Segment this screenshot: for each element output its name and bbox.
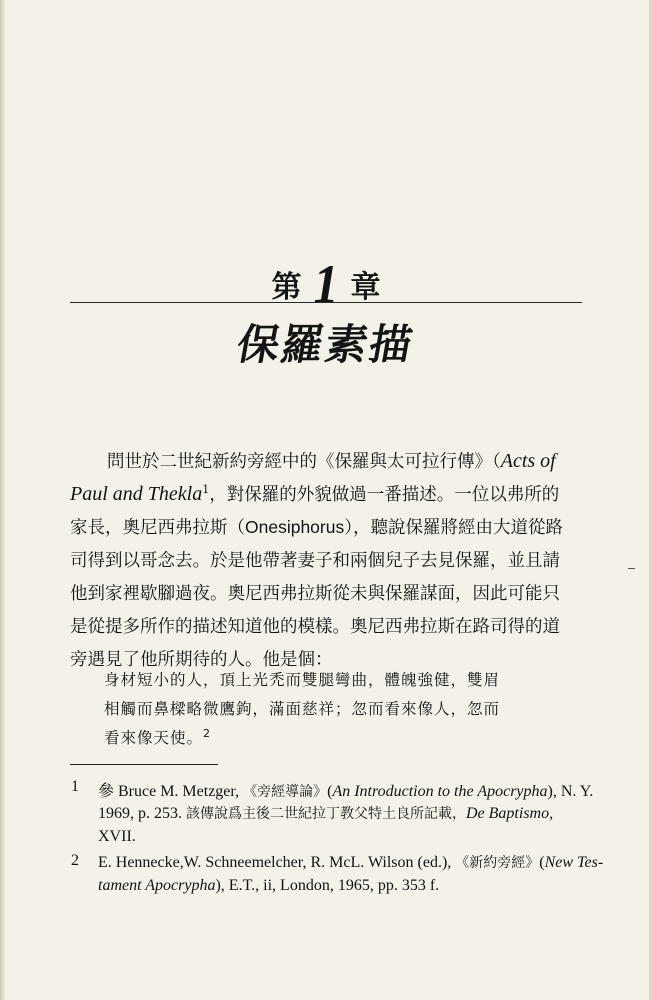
body-line: Paul and Thekla$^1$，對保羅的外貌做過一番描述。一位以弗所的	[70, 483, 560, 505]
margin-mark	[628, 568, 635, 569]
footnote-line: 1969, p. 253. 該傳說爲主後二世紀拉丁教父特土良所記載，De Baptismo,	[98, 805, 554, 822]
quote-line: 看來像天使。$^2$	[104, 726, 212, 747]
footnote-line: 參 Bruce M. Metzger, 《旁經導論》(An Introduction to the Apocrypha), N. Y.	[98, 783, 594, 800]
body-line: 他到家裡歇腳過夜。奧尼西弗拉斯從未與保羅謀面，因此可能只	[70, 584, 560, 604]
chapter-prefix: 第	[271, 270, 302, 305]
chapter-number: 1	[313, 253, 339, 315]
chapter-divider	[70, 302, 582, 303]
body-line: 旁遇見了他所期待的人。他是個：	[70, 650, 333, 670]
body-line: 是從提多所作的描述知道他的模樣。奧尼西弗拉斯在路司得的道	[70, 617, 560, 637]
footnote-ref: 1	[202, 483, 210, 497]
body-line: 問世於二世紀新約旁經中的《保羅與太可拉行傳》（Acts of	[107, 450, 556, 472]
footnote-line: E. Hennecke,W. Schneemelcher, R. McL. Wilson (ed.), 《新約旁經》(New Tes-	[98, 854, 604, 871]
body-line: 司得到以哥念去。於是他帶著妻子和兩個兒子去見保羅，並且請	[70, 551, 560, 571]
footnote-line: tament Apocrypha), E.T., ii, London, 1965, pp. 353 f.	[98, 877, 440, 894]
footnote-number: 1	[71, 778, 79, 795]
footnote-ref: 2	[203, 726, 212, 740]
body-line: 家長，奧尼西弗拉斯（Onesiphorus），聽說保羅將經由大道從路	[70, 517, 563, 538]
chapter-heading	[0, 255, 652, 313]
footnote-number: 2	[71, 852, 79, 869]
chapter-title	[0, 312, 652, 372]
footnote-line: XVII.	[98, 828, 136, 845]
footnote-divider	[70, 764, 218, 765]
chapter-title-text: 保羅素描	[233, 320, 418, 369]
quote-line: 相觸而鼻樑略微鷹鉤，滿面慈祥；忽而看來像人，忽而	[104, 700, 501, 718]
chapter-suffix: 章	[350, 270, 381, 305]
quote-line: 身材短小的人，頂上光禿而雙腿彎曲，體魄強健，雙眉	[104, 671, 501, 689]
page-edge-left	[0, 0, 6, 1000]
